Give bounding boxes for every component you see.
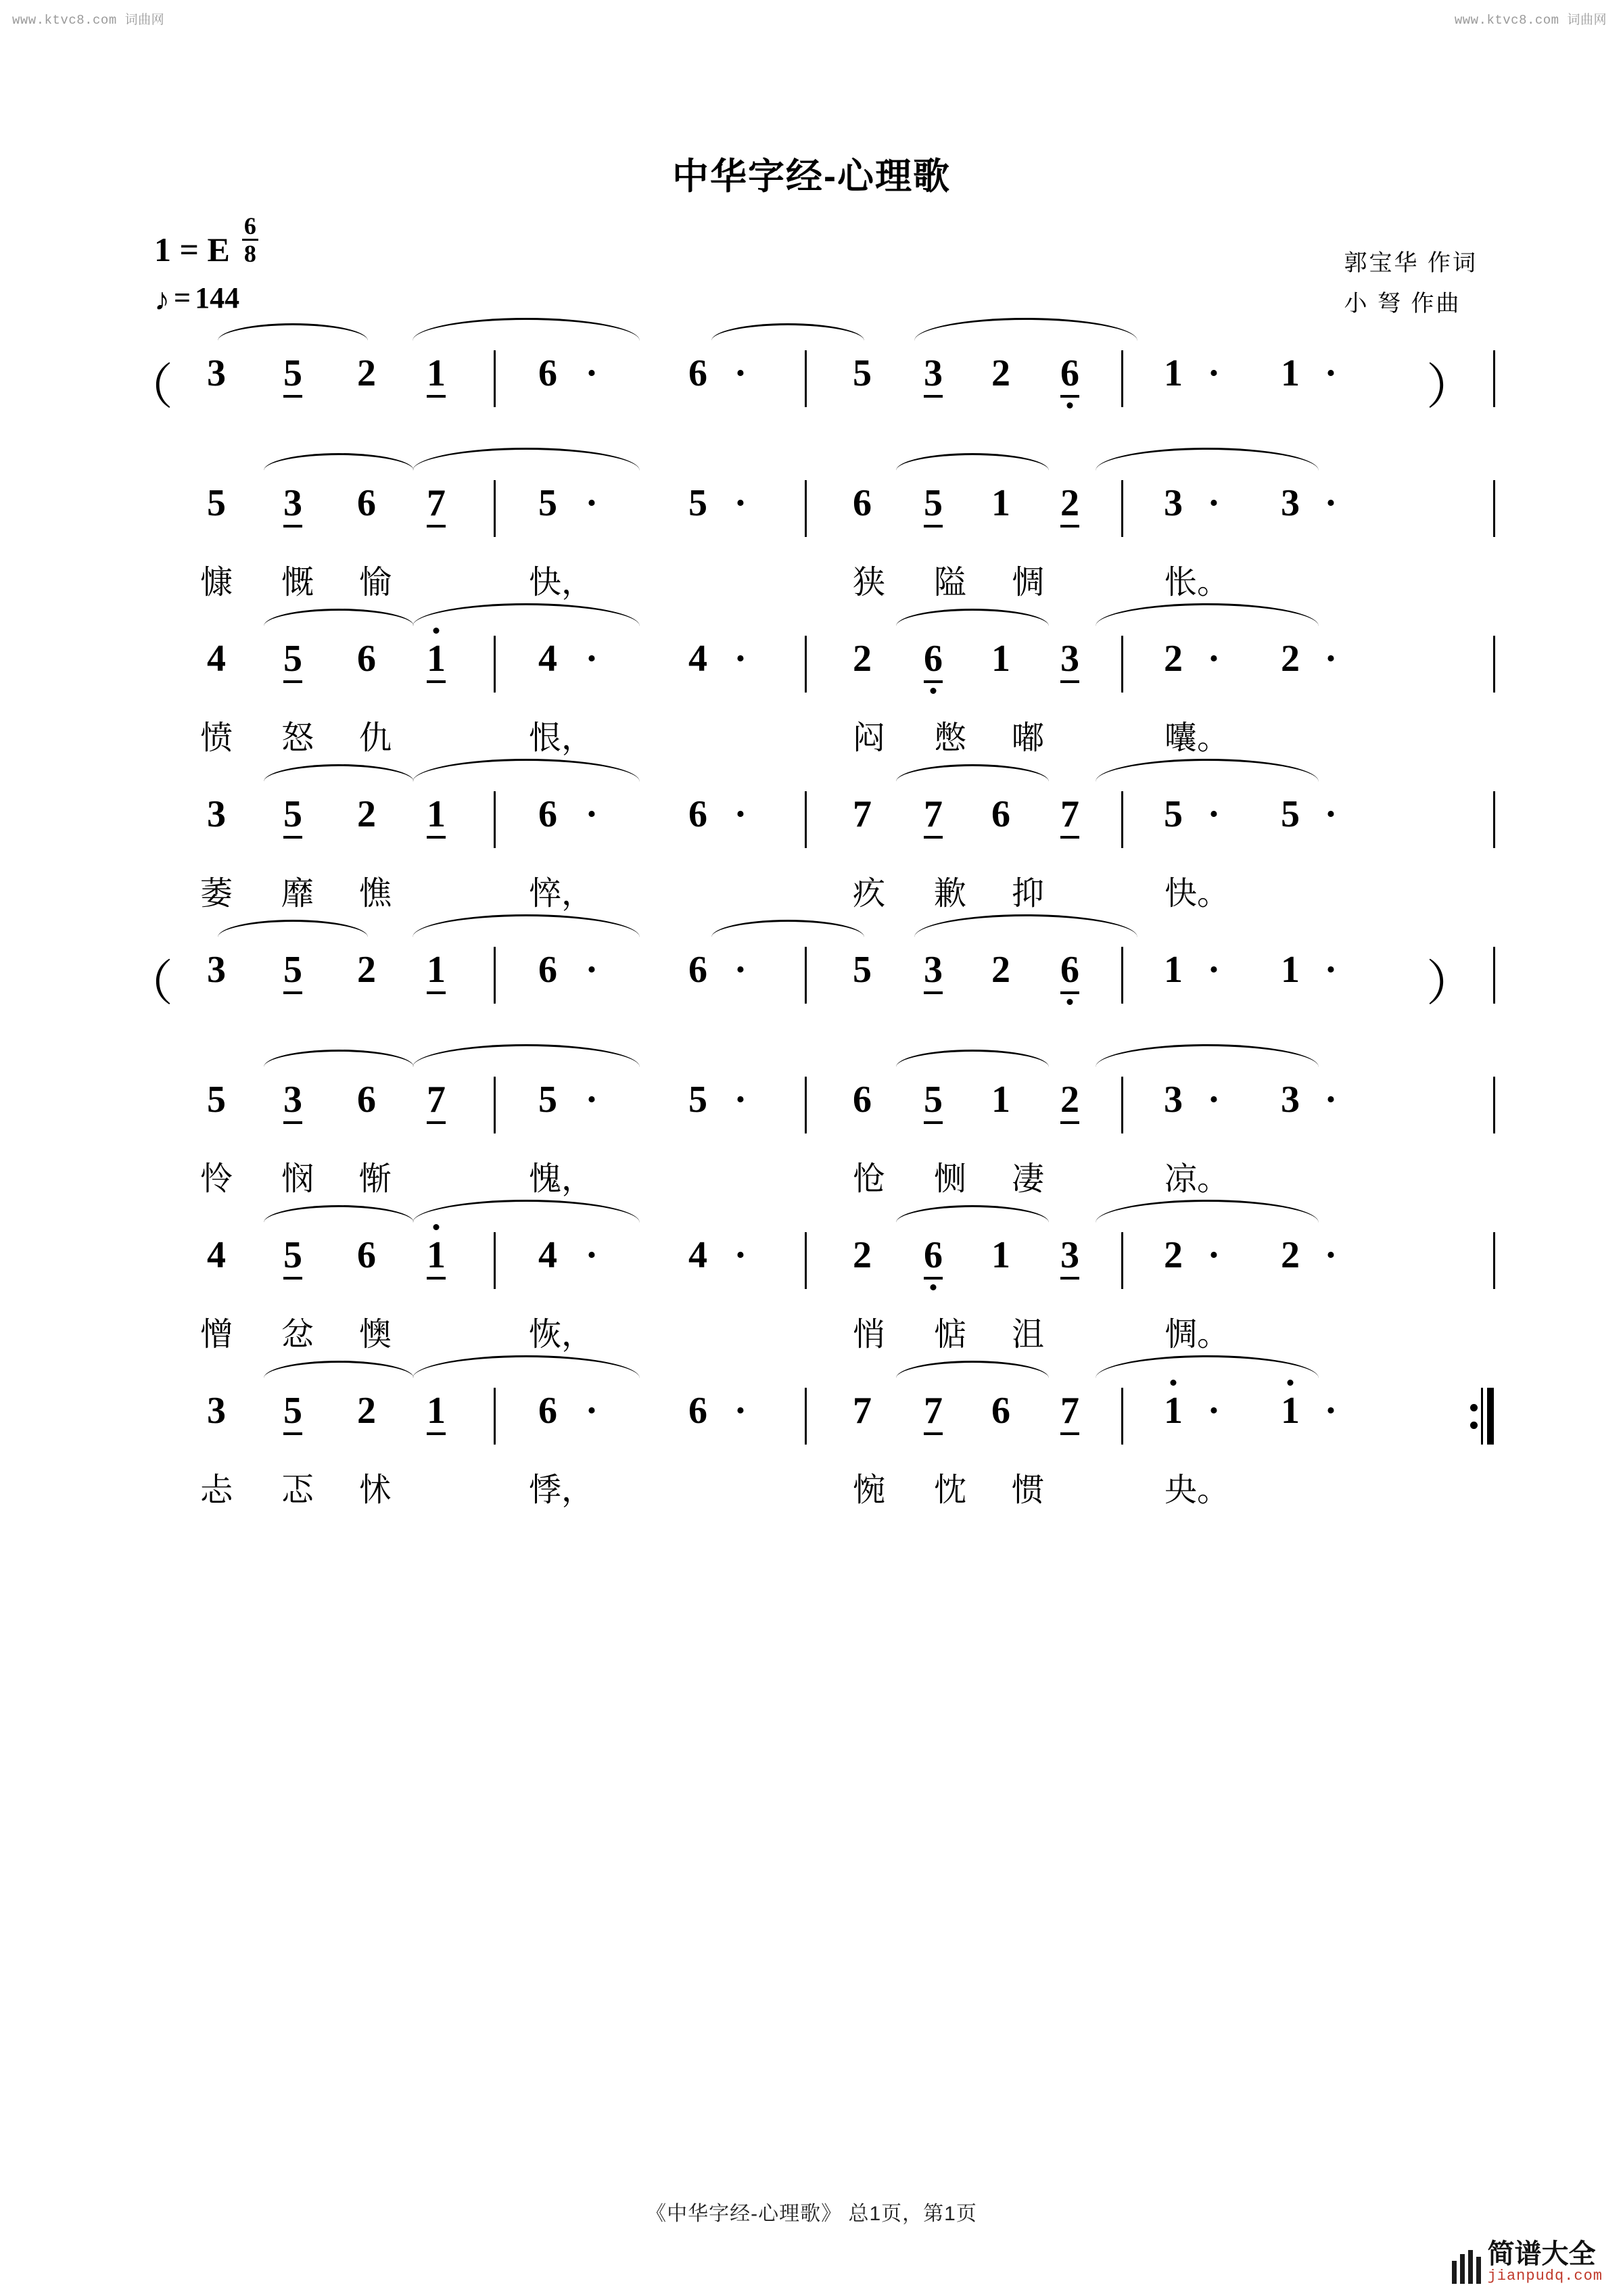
note: 5 — [688, 1079, 707, 1121]
repeat-dot — [1470, 1422, 1478, 1429]
note — [283, 1389, 302, 1435]
note — [924, 793, 943, 839]
note-dot: · — [734, 1390, 747, 1432]
time-signature-denominator: 8 — [243, 240, 256, 267]
note: 6 — [357, 482, 376, 524]
barline — [805, 480, 807, 537]
lyric-syllable: 惯 — [1011, 1472, 1045, 1508]
lyric-syllable: 仇 — [358, 720, 392, 756]
note — [924, 482, 943, 528]
barline — [805, 791, 807, 848]
barline — [494, 791, 496, 848]
note-dot: · — [734, 482, 747, 524]
note: 3 — [207, 793, 226, 835]
credits-block — [1344, 243, 1478, 324]
note — [1060, 948, 1079, 994]
lyric-syllable: 慷 — [199, 565, 233, 601]
note: 2 — [991, 352, 1010, 394]
thin-barline — [1481, 1388, 1483, 1445]
note: 5 — [688, 482, 707, 524]
barline — [494, 480, 496, 537]
barline — [1493, 791, 1495, 848]
note — [283, 637, 302, 683]
lyric-syllable: 嘟 — [1011, 720, 1045, 756]
note-glyph: 7 — [924, 1392, 943, 1435]
lyric-row — [128, 1308, 1501, 1362]
note-glyph: 2 — [1060, 1081, 1079, 1124]
close-paren: ） — [1426, 360, 1476, 415]
lyric-syllable: 疚 — [852, 876, 886, 912]
lyric-syllable: 惦 — [933, 1317, 967, 1353]
lyric-syllable: 靡 — [281, 876, 314, 912]
note: 1 — [1281, 1390, 1300, 1432]
page-title: 中华字经-心理歌 — [672, 156, 951, 197]
lyric-syllable: 凄 — [1011, 1161, 1045, 1197]
lyric-syllable: 凉。 — [1164, 1161, 1230, 1197]
barline — [1121, 1232, 1123, 1289]
barline — [805, 947, 807, 1004]
note-glyph: 3 — [1060, 1236, 1079, 1280]
note — [283, 482, 302, 528]
note-glyph: 3 — [283, 484, 302, 528]
lyric-syllable: 快， — [528, 565, 594, 601]
note-dot: · — [585, 793, 598, 835]
lyric-syllable: 央。 — [1164, 1472, 1230, 1508]
note: 6 — [538, 793, 557, 835]
piano-keys-icon — [1452, 2250, 1481, 2284]
note-dot: · — [734, 638, 747, 680]
slur-arc — [218, 323, 368, 341]
lyric-syllable: 恢， — [528, 1317, 594, 1353]
barline — [1121, 1077, 1123, 1133]
note: 2 — [853, 1234, 872, 1276]
note — [1060, 637, 1079, 683]
note — [924, 1078, 943, 1124]
lyric-syllable: 狭 — [852, 565, 886, 601]
note-glyph: 5 — [924, 484, 943, 528]
note-dot: · — [1207, 352, 1221, 394]
note-dot: · — [585, 949, 598, 991]
note: 6 — [357, 638, 376, 680]
key-label: 1 = E — [154, 230, 230, 268]
note-glyph: 6 — [1060, 354, 1079, 398]
lyric-syllable: 怅。 — [1164, 565, 1230, 601]
note: 6 — [538, 949, 557, 991]
lyric-syllable: 恻 — [933, 1161, 967, 1197]
lyric-syllable: 悸， — [528, 1472, 594, 1508]
note-glyph: 5 — [283, 1392, 302, 1435]
note — [427, 1078, 446, 1124]
note: 4 — [538, 638, 557, 680]
note-dot: · — [1324, 949, 1338, 991]
lyric-syllable: 愤 — [199, 720, 233, 756]
lyric-syllable: 歉 — [933, 876, 967, 912]
note — [924, 637, 943, 683]
lyric-syllable: 悄 — [852, 1317, 886, 1353]
note — [283, 1234, 302, 1280]
eighth-note-icon: ♪ — [154, 281, 170, 317]
note: 6 — [991, 1390, 1010, 1432]
note — [283, 948, 302, 994]
note-glyph: 7 — [427, 1081, 446, 1124]
note: 3 — [1164, 1079, 1183, 1121]
time-signature — [242, 214, 258, 266]
slur-arc — [914, 318, 1137, 341]
lyric-syllable: 闷 — [852, 720, 886, 756]
note: 3 — [1281, 482, 1300, 524]
barline — [494, 350, 496, 407]
open-paren: （ — [124, 957, 174, 1011]
note-row — [128, 1078, 1501, 1152]
lyric-syllable: 懊 — [358, 1317, 392, 1353]
barline — [1121, 791, 1123, 848]
barline — [1121, 947, 1123, 1004]
open-paren: （ — [124, 360, 174, 415]
note: 2 — [1164, 1234, 1183, 1276]
note: 6 — [853, 482, 872, 524]
note-dot: · — [1324, 482, 1338, 524]
lyric-syllable: 惋 — [852, 1472, 886, 1508]
note: 5 — [538, 482, 557, 524]
note-glyph: 7 — [1060, 1392, 1079, 1435]
note: 4 — [688, 638, 707, 680]
note: 6 — [688, 793, 707, 835]
note: 5 — [1281, 793, 1300, 835]
lyric-row — [128, 711, 1501, 766]
lyric-row — [128, 1463, 1501, 1518]
barline — [1121, 480, 1123, 537]
note-glyph: 2 — [1060, 484, 1079, 528]
note-glyph: 1 — [427, 795, 446, 839]
note — [1060, 482, 1079, 528]
barline — [1493, 1232, 1495, 1289]
lyric-syllable: 怆 — [852, 1161, 886, 1197]
note-dot: · — [585, 638, 598, 680]
lyric-syllable: 萎 — [199, 876, 233, 912]
lyric-syllable: 慨 — [281, 565, 314, 601]
note: 6 — [357, 1234, 376, 1276]
note-row — [124, 352, 1501, 426]
note: 6 — [688, 1390, 707, 1432]
barline — [1121, 350, 1123, 407]
barline — [805, 1232, 807, 1289]
note-glyph: 1 — [427, 640, 446, 683]
note: 2 — [357, 949, 376, 991]
barline — [805, 350, 807, 407]
note-dot: · — [1324, 1079, 1338, 1121]
barline — [1121, 636, 1123, 693]
note: 1 — [1164, 949, 1183, 991]
note: 1 — [1164, 352, 1183, 394]
tempo-marking — [154, 281, 258, 315]
note-glyph: 6 — [924, 640, 943, 683]
note-dot: · — [734, 793, 747, 835]
note-glyph: 5 — [924, 1081, 943, 1124]
lyric-syllable: 快。 — [1164, 876, 1230, 912]
lyric-syllable: 隘 — [933, 565, 967, 601]
note-dot: · — [1324, 1390, 1338, 1432]
note: 4 — [207, 638, 226, 680]
lyric-syllable: 悯 — [281, 1161, 314, 1197]
note-dot: · — [585, 352, 598, 394]
note: 4 — [538, 1234, 557, 1276]
lyric-syllable: 惆。 — [1164, 1317, 1230, 1353]
note-glyph: 5 — [283, 640, 302, 683]
note — [283, 352, 302, 398]
repeat-dot — [1470, 1404, 1478, 1411]
note: 2 — [1281, 638, 1300, 680]
note-dot: · — [585, 1079, 598, 1121]
barline — [494, 1388, 496, 1445]
note: 5 — [1164, 793, 1183, 835]
note — [924, 352, 943, 398]
note — [427, 1234, 446, 1280]
note — [427, 482, 446, 528]
note — [1060, 352, 1079, 398]
music-score — [124, 352, 1501, 1545]
score-system-8 — [128, 1389, 1501, 1545]
lyric-syllable: 抑 — [1011, 876, 1045, 912]
slur-arc — [711, 323, 864, 341]
note: 2 — [357, 352, 376, 394]
brand-url: jianpudq.com — [1487, 2267, 1603, 2285]
note: 7 — [853, 793, 872, 835]
note: 6 — [991, 793, 1010, 835]
composer-credit: 小 弩 作曲 — [1344, 290, 1461, 317]
note-dot: · — [1207, 638, 1221, 680]
barline — [805, 636, 807, 693]
note-dot: · — [734, 1234, 747, 1276]
lyric-syllable: 忿 — [281, 1317, 314, 1353]
lyric-syllable: 怜 — [199, 1161, 233, 1197]
note-glyph: 1 — [427, 951, 446, 994]
note-row — [128, 1389, 1501, 1463]
lyric-row — [128, 1152, 1501, 1206]
lyric-syllable: 憎 — [199, 1317, 233, 1353]
note-dot: · — [585, 482, 598, 524]
note-glyph: 1 — [427, 1236, 446, 1280]
note — [1060, 793, 1079, 839]
barline — [1493, 1077, 1495, 1133]
note-dot: · — [585, 1390, 598, 1432]
note-glyph: 3 — [924, 951, 943, 994]
lyric-syllable: 惆 — [1011, 565, 1045, 601]
note-dot: · — [734, 949, 747, 991]
note: 6 — [357, 1079, 376, 1121]
note: 6 — [688, 352, 707, 394]
note-glyph: 6 — [924, 1236, 943, 1280]
barline — [494, 947, 496, 1004]
note-glyph: 3 — [1060, 640, 1079, 683]
note-dot: · — [1207, 1390, 1221, 1432]
note: 1 — [991, 482, 1010, 524]
note: 3 — [207, 949, 226, 991]
note: 3 — [1164, 482, 1183, 524]
lyric-syllable: 忱 — [933, 1472, 967, 1508]
note — [1060, 1389, 1079, 1435]
note: 3 — [1281, 1079, 1300, 1121]
close-paren: ） — [1426, 957, 1476, 1011]
note: 2 — [991, 949, 1010, 991]
note-glyph: 5 — [283, 1236, 302, 1280]
note-glyph: 7 — [427, 484, 446, 528]
note: 2 — [357, 793, 376, 835]
brand-name: 简谱大全 — [1487, 2239, 1596, 2269]
note — [427, 793, 446, 839]
lyric-syllable: 忐 — [199, 1472, 233, 1508]
note-dot: · — [1324, 352, 1338, 394]
note — [427, 1389, 446, 1435]
note-glyph: 1 — [427, 354, 446, 398]
note: 1 — [1281, 352, 1300, 394]
note-row — [128, 793, 1501, 867]
note-dot: · — [1207, 1079, 1221, 1121]
note-dot: · — [734, 1079, 747, 1121]
note: 1 — [1164, 1390, 1183, 1432]
lyric-syllable: 愉 — [358, 565, 392, 601]
barline — [1121, 1388, 1123, 1445]
note: 6 — [538, 1390, 557, 1432]
note: 5 — [853, 949, 872, 991]
barline — [494, 1077, 496, 1133]
lyric-row — [128, 556, 1501, 610]
page-footer: 《中华字经-心理歌》 总1页，第1页 — [646, 2203, 977, 2225]
lyric-syllable: 悴， — [528, 876, 594, 912]
note — [924, 1234, 943, 1280]
note-dot: · — [1324, 638, 1338, 680]
note: 6 — [538, 352, 557, 394]
note — [283, 793, 302, 839]
note-glyph: 1 — [427, 1392, 446, 1435]
barline — [805, 1077, 807, 1133]
note-glyph: 5 — [283, 795, 302, 839]
note-dot: · — [1207, 482, 1221, 524]
note: 6 — [853, 1079, 872, 1121]
note-dot: · — [734, 352, 747, 394]
note-row — [128, 482, 1501, 556]
watermark-top-left: www.ktvc8.com 词曲网 — [12, 13, 165, 28]
note-dot: · — [1324, 1234, 1338, 1276]
note — [427, 352, 446, 398]
note — [1060, 1234, 1079, 1280]
time-signature-numerator: 6 — [242, 214, 258, 241]
note-row — [128, 1234, 1501, 1308]
lyric-syllable: 囔。 — [1164, 720, 1230, 756]
lyric-row — [128, 867, 1501, 921]
note: 1 — [991, 1234, 1010, 1276]
note — [1060, 1078, 1079, 1124]
note-glyph: 7 — [924, 795, 943, 839]
note: 2 — [1281, 1234, 1300, 1276]
lyric-syllable: 怒 — [281, 720, 314, 756]
key-tempo-block — [154, 212, 258, 317]
note-dot: · — [1207, 1234, 1221, 1276]
note-dot: · — [585, 1234, 598, 1276]
slur-arc — [413, 318, 640, 341]
note-row — [124, 948, 1501, 1023]
note-dot: · — [1207, 793, 1221, 835]
note-glyph: 5 — [283, 354, 302, 398]
barline — [494, 636, 496, 693]
barline — [1493, 947, 1495, 1004]
note-glyph: 7 — [1060, 795, 1079, 839]
note — [427, 637, 446, 683]
note: 2 — [357, 1390, 376, 1432]
tempo-equals: = — [174, 281, 191, 314]
note — [924, 1389, 943, 1435]
lyric-syllable: 憔 — [358, 876, 392, 912]
site-brand[interactable] — [1452, 2240, 1603, 2284]
note-glyph: 3 — [283, 1081, 302, 1124]
lyric-syllable: 憋 — [933, 720, 967, 756]
note: 5 — [853, 352, 872, 394]
note: 3 — [207, 352, 226, 394]
note-glyph: 5 — [283, 951, 302, 994]
note: 5 — [207, 482, 226, 524]
note — [283, 1078, 302, 1124]
lyric-syllable: 愧， — [528, 1161, 594, 1197]
note — [427, 948, 446, 994]
note-row — [128, 637, 1501, 711]
key-signature — [154, 212, 258, 275]
lyric-syllable: 惭 — [358, 1161, 392, 1197]
tempo-value: 144 — [195, 281, 240, 314]
note: 5 — [207, 1079, 226, 1121]
note: 4 — [207, 1234, 226, 1276]
watermark-top-right: www.ktvc8.com 词曲网 — [1454, 13, 1607, 28]
thick-barline — [1487, 1388, 1494, 1445]
note: 4 — [688, 1234, 707, 1276]
lyric-syllable: 沮 — [1011, 1317, 1045, 1353]
barline — [1493, 480, 1495, 537]
note-dot: · — [1207, 949, 1221, 991]
note: 6 — [688, 949, 707, 991]
note-glyph: 3 — [924, 354, 943, 398]
note: 7 — [853, 1390, 872, 1432]
brand-text — [1488, 2240, 1603, 2284]
lyric-syllable: 恨， — [528, 720, 594, 756]
lyric-syllable: 怵 — [358, 1472, 392, 1508]
note: 1 — [991, 1079, 1010, 1121]
note: 2 — [1164, 638, 1183, 680]
note-dot: · — [1324, 793, 1338, 835]
note: 3 — [207, 1390, 226, 1432]
barline — [1493, 636, 1495, 693]
note — [924, 948, 943, 994]
barline — [494, 1232, 496, 1289]
barline — [805, 1388, 807, 1445]
lyric-syllable: 忑 — [281, 1472, 314, 1508]
note: 1 — [991, 638, 1010, 680]
lyricist-credit: 郭宝华 作词 — [1344, 250, 1478, 276]
note-glyph: 6 — [1060, 951, 1079, 994]
barline — [1493, 350, 1495, 407]
note: 1 — [1281, 949, 1300, 991]
note: 5 — [538, 1079, 557, 1121]
note: 2 — [853, 638, 872, 680]
